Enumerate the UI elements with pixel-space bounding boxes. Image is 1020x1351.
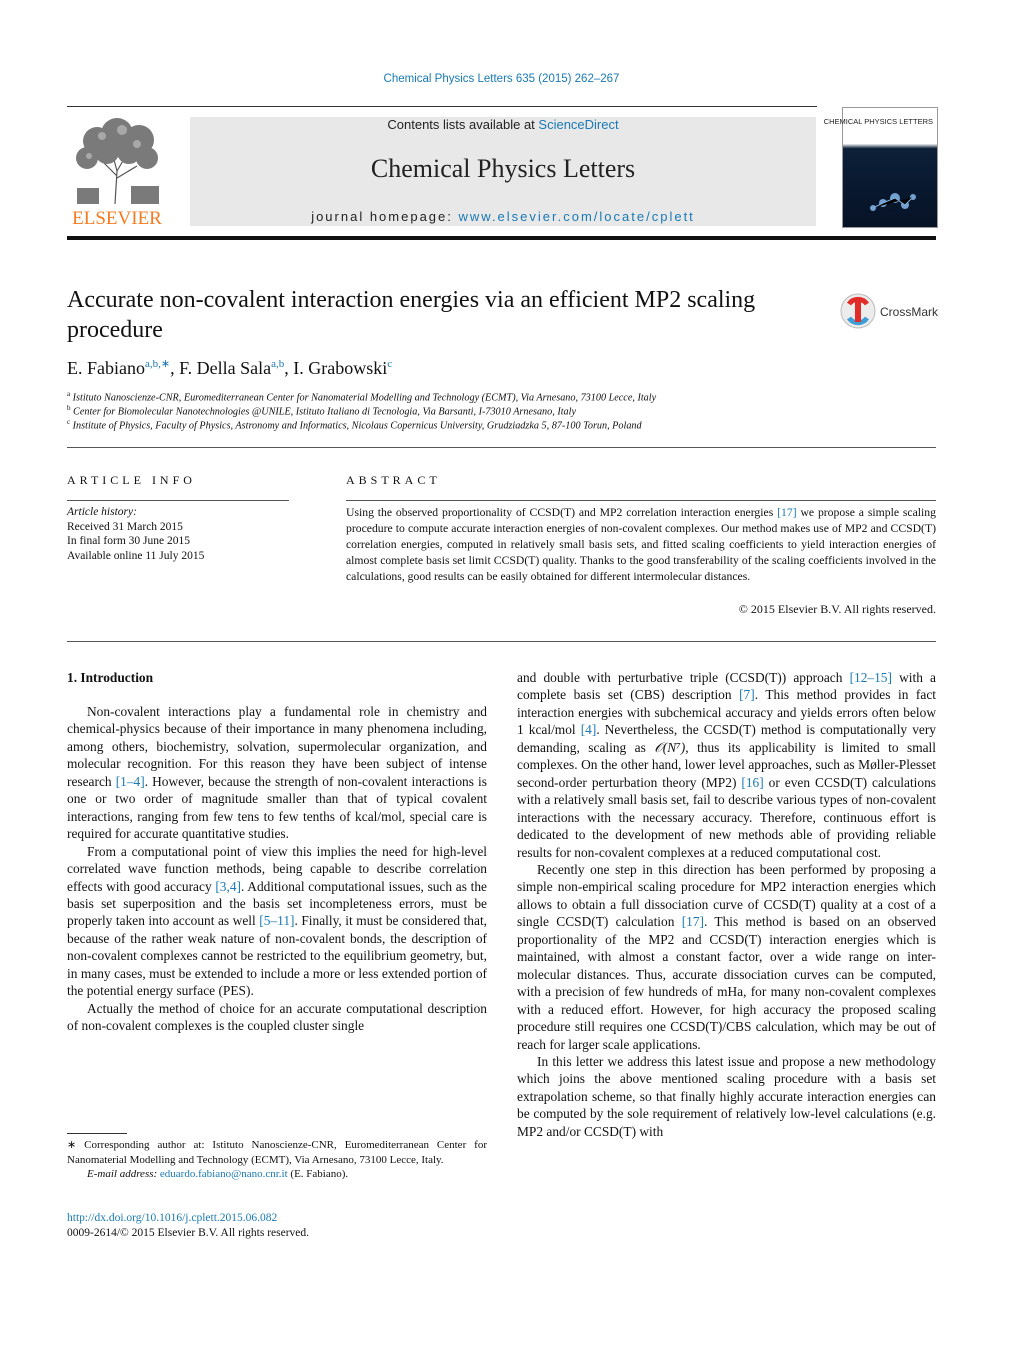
elsevier-wordmark: ELSEVIER	[72, 208, 162, 229]
header-thick-rule	[67, 236, 936, 240]
corresponding-author-footnote: ∗ Corresponding author at: Istituto Nanoscienze-CNR, Euromediterranean Center for Nanomaterial Modelling and Technology (ECMT), Via Arnesano, 73100 Lecce, Italy. E-mail address: eduardo.fabiano@nano.cnr.it (E. Fabiano).	[67, 1139, 487, 1181]
footnote-corresponding: ∗ Corresponding author at: Istituto Nanoscienze-CNR, Euromediterranean Center for Nanomaterial Modelling and Technology (ECMT), Via Arnesano, 73100 Lecce, Italy.	[67, 1139, 487, 1166]
affiliation-a: $^a$ Istituto Nanoscienze-CNR, Euromediterranean Center for Nanomaterial Modelling and Technology (ECMT), Via Arnesano, 73100 Lecce, Italy	[67, 390, 657, 404]
author-list: E. Fabiano$^{a,b,∗}$, F. Della Sala$^{a,b}$, I. Grabowski$^c$	[67, 358, 393, 378]
section-rule	[67, 641, 936, 642]
reference-link[interactable]: [16]	[741, 774, 764, 790]
doi-block	[67, 1211, 309, 1241]
reference-link[interactable]: [17]	[777, 506, 797, 519]
scaling-expression: 𝒪(N⁷)	[654, 739, 686, 755]
reference-link[interactable]: [17]	[681, 914, 705, 930]
reference-link[interactable]: [4]	[580, 722, 597, 738]
sciencedirect-link[interactable]: ScienceDirect	[538, 117, 619, 132]
author-name: F. Della Sala	[179, 358, 272, 378]
journal-cover-image	[823, 108, 937, 227]
abstract-text: Using the observed proportionality of CCSD(T) and MP2 correlation interaction energies [17] we propose a simple scaling procedure to compute accurate interaction energies of non-covalent complexes. Our method makes use of MP2 and CCSD(T) correlation energies, computed in relatively small basis sets, and fitted scaling coefficients to yield interaction energies of almost complete basis set limit CCSD(T) quality. Thanks to the good transferability of the scaling coefficients involved in the calculations, good results can be easily obtained for different intermolecular distances.	[346, 506, 936, 583]
paragraph: and double with perturbative triple (CCSD(T)) approach [12–15] with a complete basis set (CBS) description [7]. This method provides in fact interaction energies with subchemical accuracy and yields errors often below 1 kcal/mol [4]. Nevertheless, the CCSD(T) method is computationally very demanding, scaling as 𝒪(N⁷), thus its applicability is limited to small complexes. On the other hand, lower level approaches, such as Møller-Plesset second-order perturbation theory (MP2) [16] or even CCSD(T) calculations with a relatively small basis set, fail to describe various types of non-covalent interactions with the necessary accuracy. Therefore, continuous effort is dedicated to the development of new methods able of providing reliable results for non-covalent complexes at a reduced computational cost.	[517, 670, 937, 860]
final-form-date: In final form 30 June 2015	[67, 535, 190, 548]
article-title: Accurate non-covalent interaction energies via an efficient MP2 scaling procedure	[67, 287, 756, 343]
reference-link[interactable]: [3,4]	[215, 878, 241, 894]
abstract-heading: ABSTRACT	[346, 473, 441, 487]
paragraph: Recently one step in this direction has been performed by proposing a simple non-empirical scaling procedure for MP2 interaction energies which allows to obtain a full dissociation curve of CCSD(T) quality at a cost of a single CCSD(T) calculation [17]. This method is based on an observed proportionality of the MP2 and CCSD(T) interaction energies which is maintained, with almost a constant factor, over a wide range on inter-molecular distances. Thus, accurate dissociation curves can be computed, with a precision of few hundreds of mHa, for many non-covalent complexes with a reduced effort. However, for high accuracy the proposed scaling procedure still requires one CCSD(T)/CBS calculation, which may be out of reach for larger scale applications.	[517, 861, 936, 1052]
reference-link[interactable]: [12–15]	[849, 670, 892, 685]
introduction-heading: 1. Introduction	[67, 670, 154, 685]
reference-link[interactable]: [1–4]	[115, 773, 145, 789]
abstract-copyright: © 2015 Elsevier B.V. All rights reserved.	[738, 602, 936, 616]
journal-name: Chemical Physics Letters	[370, 154, 636, 183]
rights-line: 0009-2614/© 2015 Elsevier B.V. All rights reserved.	[67, 1227, 310, 1239]
crossmark-badge[interactable]	[840, 292, 940, 330]
section-rule	[67, 447, 936, 448]
footnote-rule	[67, 1133, 127, 1134]
paragraph: Non-covalent interactions play a fundamental role in chemistry and chemical-physics because of their importance in many phenomena including, among others, biochemistry, solvation, supermolecular organization, and molecular recognition. For this reason they have been subject of intense research [1–4]. However, because the strength of non-covalent interactions is one or two order of magnitude smaller than that of typical covalent interactions, ranging from few tens to few tenths of kcal/mol, special care is required for accurate quantitative studies.	[67, 704, 487, 842]
author-affiliation-mark: c	[387, 358, 393, 370]
reference-link[interactable]: [5–11]	[259, 913, 295, 929]
homepage-link[interactable]: www.elsevier.com/locate/cplett	[458, 209, 695, 224]
author-affiliation-mark: a,b,∗	[145, 358, 171, 370]
tree-icon	[67, 116, 167, 228]
crossmark-icon	[840, 292, 940, 330]
article-info-rule	[67, 500, 289, 501]
body-column-left	[67, 703, 487, 1035]
email-label: E-mail address:	[87, 1168, 160, 1181]
crossmark-label: CrossMark	[880, 305, 939, 319]
paragraph: In this letter we address this latest issue and propose a new methodology which joins the above mentioned scaling procedure with a basis set extrapolation scheme, so that finally highly accurate interaction energies can be computed by the sole requirement of relatively low-level calculations (e.g. MP2 and/or CCSD(T) with	[517, 1053, 936, 1139]
paragraph: From a computational point of view this implies the need for high-level correlated wave function methods, being capable to describe correlation effects with good accuracy [3,4]. Additional computational issues, such as the basis set superposition and the basis set incompleteness errors, must be properly taken into account as well [5–11]. Finally, it must be considered that, because of the rather weak nature of non-covalent bonds, the description of non-covalent complexes cannot be restricted to the equilibrium geometry, but, in many cases, must be extended to include a more or less extended portion of the potential energy surface (PES).	[67, 843, 488, 999]
contents-line: Contents lists available at ScienceDirect	[387, 117, 619, 132]
journal-cover[interactable]	[823, 107, 938, 228]
author-name: I. Grabowski	[293, 358, 388, 378]
reference-link[interactable]: [7]	[739, 687, 755, 703]
homepage-line: journal homepage: www.elsevier.com/locate/cplett	[311, 209, 695, 224]
email-link[interactable]: eduardo.fabiano@nano.cnr.it	[159, 1168, 288, 1181]
elsevier-logo	[67, 116, 167, 228]
article-history	[67, 505, 204, 563]
author-name: E. Fabiano	[67, 358, 145, 378]
affiliation-c: $^c$ Institute of Physics, Faculty of Physics, Astronomy and Informatics, Nicolaus Copernicus University, Grudziadzka 5, 87-100 Torun, Poland	[67, 418, 642, 432]
available-date: Available online 11 July 2015	[67, 549, 205, 562]
journal-citation[interactable]: Chemical Physics Letters 635 (2015) 262–267	[383, 73, 620, 85]
cover-title: CHEMICAL PHYSICS LETTERS	[823, 117, 933, 126]
header-rule	[67, 106, 817, 107]
article-info-heading: ARTICLE INFO	[67, 473, 196, 487]
abstract-rule	[346, 500, 936, 501]
history-label: Article history:	[67, 506, 137, 518]
affiliation-b: $^b$ Center for Biomolecular Nanotechnologies @UNILE, Istituto Italiano di Tecnologia, Via Barsanti, I-73010 Arnesano, Italy	[67, 404, 577, 418]
body-column-right	[517, 669, 936, 1140]
author-affiliation-mark: a,b	[271, 358, 285, 370]
paragraph: Actually the method of choice for an accurate computational description of non-covalent complexes is the coupled cluster single	[67, 1000, 487, 1034]
doi-link[interactable]: http://dx.doi.org/10.1016/j.cplett.2015.06.082	[67, 1212, 278, 1224]
received-date: Received 31 March 2015	[67, 520, 183, 533]
